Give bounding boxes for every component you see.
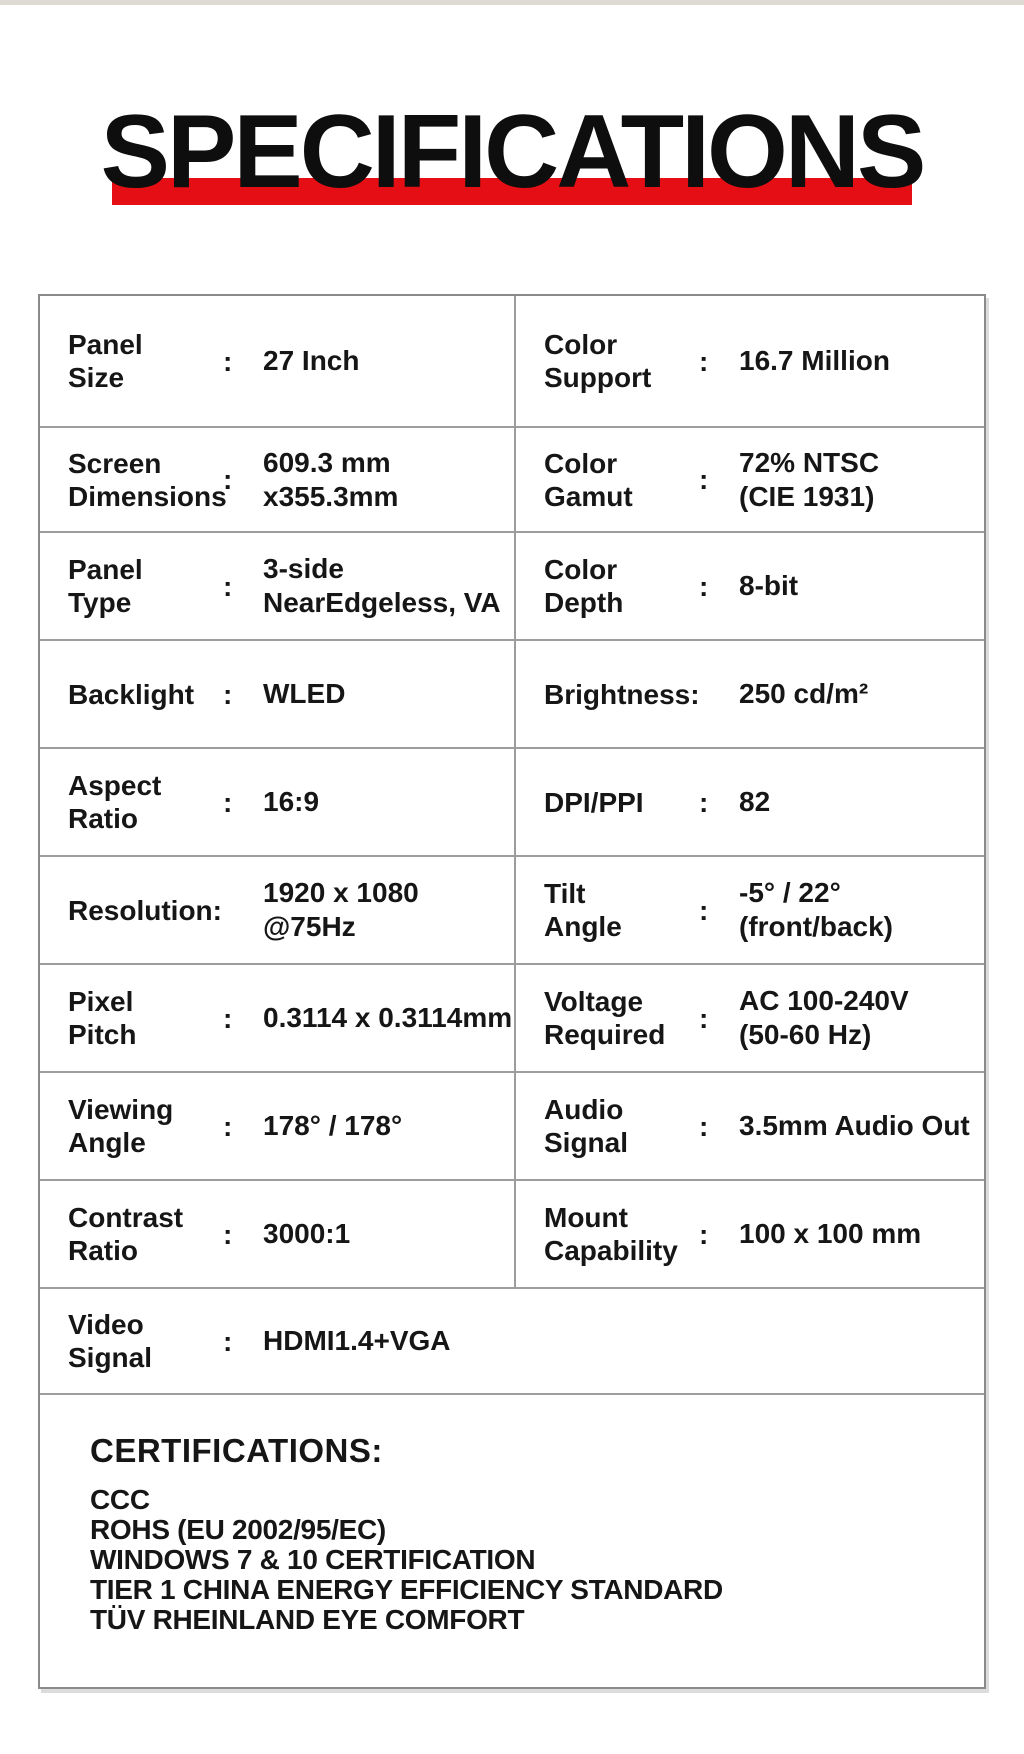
spec-value: -5° / 22° (front/back) [739, 877, 893, 942]
spec-value: 178° / 178° [263, 1110, 403, 1141]
spec-colon: : [223, 464, 233, 495]
certifications-list [90, 1485, 964, 1635]
spec-label: Aspect Ratio [68, 770, 162, 834]
spec-cell-color-gamut [514, 428, 988, 531]
spec-cell-brightness [514, 641, 988, 747]
certification-item: TIER 1 CHINA ENERGY EFFICIENCY STANDARD [90, 1574, 723, 1605]
spec-colon: : [223, 570, 233, 602]
spec-cell-screen-dimensions [40, 428, 514, 531]
spec-value: 82 [739, 786, 771, 817]
certification-item: CCC [90, 1484, 150, 1515]
spec-colon: : [223, 1325, 233, 1357]
spec-colon: : [699, 894, 709, 926]
spec-cell-voltage-required [514, 965, 988, 1071]
spec-colon: : [699, 464, 709, 495]
spec-cell-backlight [40, 641, 514, 747]
certifications-heading: CERTIFICATIONS: [90, 1432, 383, 1469]
spec-cell-panel-size [40, 296, 514, 426]
spec-cell-panel-type [40, 533, 514, 639]
spec-label: Video Signal [68, 1309, 153, 1373]
spec-value: 609.3 mm x355.3mm [263, 446, 399, 512]
spec-cell-video-signal [40, 1289, 984, 1393]
spec-label: Color Depth [544, 554, 624, 618]
spec-cell-color-depth [514, 533, 988, 639]
spec-colon: : [699, 1110, 709, 1142]
certification-item: ROHS (EU 2002/95/EC) [90, 1514, 386, 1545]
spec-cell-contrast-ratio [40, 1181, 514, 1287]
spec-label: Panel Type [68, 554, 143, 618]
spec-label: DPI/PPI [544, 786, 644, 818]
spec-cell-aspect-ratio [40, 749, 514, 855]
spec-colon: : [223, 1218, 233, 1250]
spec-label: Color Support [544, 329, 652, 393]
page-title: SPECIFICATIONS [100, 94, 924, 210]
spec-value: 72% NTSC (CIE 1931) [739, 446, 880, 512]
spec-cell-mount-capability [514, 1181, 988, 1287]
spec-value: WLED [263, 678, 346, 709]
table-row [40, 296, 984, 426]
table-row [40, 1287, 984, 1393]
spec-value: 1920 x 1080 @75Hz [263, 877, 419, 942]
table-row [40, 426, 984, 531]
spec-colon: : [223, 786, 233, 818]
spec-cell-resolution [40, 857, 514, 963]
spec-value: 3.5mm Audio Out [739, 1110, 970, 1141]
certification-item: WINDOWS 7 & 10 CERTIFICATION [90, 1544, 536, 1575]
table-row [40, 1179, 984, 1287]
spec-colon: : [699, 570, 709, 602]
spec-value: 27 Inch [263, 345, 360, 376]
spec-label: Audio Signal [544, 1094, 629, 1158]
spec-label: Brightness: [544, 678, 700, 710]
spec-value: 3000:1 [263, 1218, 351, 1249]
spec-value: HDMI1.4+VGA [263, 1325, 451, 1356]
spec-cell-audio-signal [514, 1073, 988, 1179]
spec-label: Tilt Angle [544, 878, 622, 942]
spec-cell-tilt-angle [514, 857, 988, 963]
spec-cell-pixel-pitch [40, 965, 514, 1071]
spec-label: Resolution: [68, 894, 222, 926]
table-row [40, 531, 984, 639]
spec-label: Viewing Angle [68, 1094, 174, 1158]
spec-value: 3-side NearEdgeless, VA [263, 553, 501, 618]
table-row [40, 1071, 984, 1179]
spec-colon: : [223, 1002, 233, 1034]
spec-value: 16.7 Million [739, 345, 890, 376]
spec-label: Mount Capability [544, 1202, 678, 1266]
spec-value: AC 100-240V (50-60 Hz) [739, 985, 909, 1050]
spec-colon: : [699, 345, 709, 377]
table-row [40, 855, 984, 963]
spec-colon: : [699, 786, 709, 818]
spec-label: Contrast Ratio [68, 1202, 184, 1266]
spec-value: 8-bit [739, 570, 799, 601]
certification-item: TÜV RHEINLAND EYE COMFORT [90, 1604, 525, 1635]
spec-value: 100 x 100 mm [739, 1218, 922, 1249]
spec-label: Pixel Pitch [68, 986, 137, 1050]
spec-label: Voltage Required [544, 986, 666, 1050]
certifications-section [40, 1393, 984, 1687]
spec-cell-color-support [514, 296, 988, 426]
spec-value: 250 cd/m² [739, 678, 869, 709]
spec-colon: : [699, 1218, 709, 1250]
spec-colon: : [699, 1002, 709, 1034]
table-row [40, 639, 984, 747]
spec-label: Backlight [68, 678, 195, 710]
spec-cell-viewing-angle [40, 1073, 514, 1179]
spec-label: Panel Size [68, 329, 143, 393]
title-banner [0, 0, 1024, 240]
spec-colon: : [223, 678, 233, 710]
specifications-table [38, 294, 986, 1689]
spec-value: 16:9 [263, 786, 320, 817]
spec-colon: : [223, 345, 233, 377]
table-row [40, 747, 984, 855]
table-row [40, 963, 984, 1071]
spec-colon: : [223, 1110, 233, 1142]
spec-value: 0.3114 x 0.3114mm [263, 1002, 513, 1033]
spec-label: Color Gamut [544, 447, 633, 512]
spec-label: Screen Dimensions [68, 447, 227, 512]
spec-cell-dpi-ppi [514, 749, 988, 855]
